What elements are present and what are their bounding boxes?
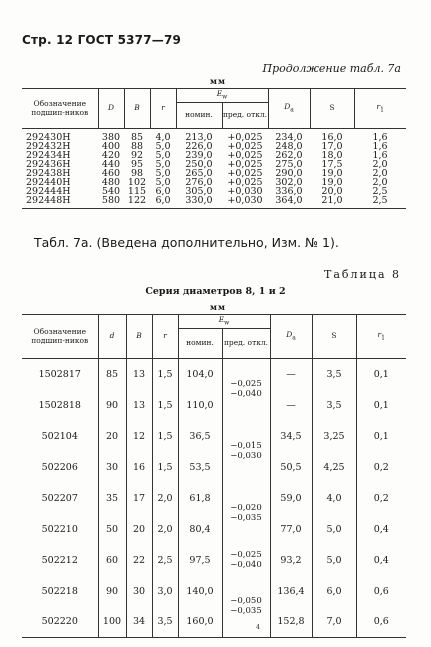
table-cell: 3,5: [312, 359, 356, 390]
table-cell: 1,5: [152, 421, 178, 452]
table-row: [22, 452, 406, 483]
table-cell: 2,5: [372, 195, 388, 206]
table-row: [22, 160, 406, 169]
table-cell: 2,0: [152, 514, 178, 545]
table-cell: 502206: [22, 452, 98, 483]
table-cell: 160,0: [178, 607, 222, 638]
table-cell: 0,6: [356, 607, 406, 638]
table-cell: 12: [126, 421, 152, 452]
table-cell: 6,0: [155, 186, 171, 197]
col-r: r: [152, 315, 178, 359]
table7a-units: мм: [210, 76, 226, 86]
table-cell: 85: [98, 359, 126, 390]
col-nom: номин.: [176, 103, 222, 129]
table-cell: 104,0: [178, 359, 222, 390]
table-row: [22, 169, 406, 178]
table-cell: 97,5: [178, 545, 222, 576]
col-r1: $r_1$: [354, 89, 406, 129]
table-cell: 19,0: [321, 177, 343, 188]
table-cell: 4,25: [312, 452, 356, 483]
table-cell: 90: [98, 576, 126, 607]
table-cell: 20,0: [321, 186, 343, 197]
table-cell: 20: [126, 514, 152, 545]
col-Ew: $E_w$: [176, 89, 268, 103]
table8-units: мм: [210, 302, 226, 312]
col-r1: $r_1$: [356, 315, 406, 359]
table-cell: +0,025: [227, 159, 263, 170]
table-cell: 16: [126, 452, 152, 483]
table-row: [22, 421, 406, 452]
table-cell: +0,030: [227, 186, 263, 197]
table8-title: Серия диаметров 8, 1 и 2: [145, 286, 286, 297]
table-cell: +0,025: [227, 168, 263, 179]
col-designation: Обозначение подшип-ников: [22, 89, 98, 129]
table-cell: 3,5: [152, 607, 178, 638]
table-row: [22, 187, 406, 196]
table-cell: 290,0: [275, 168, 303, 179]
col-dev: пред. откл.: [222, 329, 270, 359]
table-cell: 115: [127, 186, 147, 197]
table-cell: 16,0: [321, 132, 343, 143]
table-cell: —: [270, 359, 312, 390]
table-cell: 98: [130, 168, 144, 179]
table-row: [22, 576, 406, 607]
table-cell: 5,0: [155, 141, 171, 152]
col-S: S: [312, 315, 356, 359]
table-cell: 2,0: [372, 159, 388, 170]
table-row: [22, 151, 406, 160]
tolerance-cell: −0,025 −0,040: [222, 545, 270, 576]
col-d: d: [98, 315, 126, 359]
table-cell: 1,5: [152, 452, 178, 483]
table-cell: 380: [101, 132, 121, 143]
table-cell: 13: [126, 359, 152, 390]
table-cell: 22: [126, 545, 152, 576]
table-cell: 4,0: [155, 132, 171, 143]
table-cell: —: [270, 390, 312, 421]
table-cell: 262,0: [275, 150, 303, 161]
table-cell: +0,025: [227, 150, 263, 161]
table-cell: 292444Н: [26, 186, 71, 197]
table-cell: 5,0: [155, 159, 171, 170]
table-cell: 102: [127, 177, 147, 188]
table-cell: 265,0: [185, 168, 213, 179]
col-D: D: [98, 89, 124, 129]
col-nom: номин.: [178, 329, 222, 359]
tolerance-cell: −0,015 −0,030: [222, 421, 270, 483]
table-cell: 502210: [22, 514, 98, 545]
table-cell: 226,0: [185, 141, 213, 152]
table-cell: 17,0: [321, 141, 343, 152]
table-cell: 0,2: [356, 452, 406, 483]
table-cell: 34,5: [270, 421, 312, 452]
table-cell: 1,5: [152, 359, 178, 390]
table-cell: 1502818: [22, 390, 98, 421]
table-cell: 60: [98, 545, 126, 576]
table-row: [22, 514, 406, 545]
table-cell: 3,25: [312, 421, 356, 452]
table7a-note: Табл. 7а. (Введена дополнительно, Изм. № 1).: [34, 235, 339, 250]
table-row: [22, 359, 406, 390]
col-Da: $D_a$: [270, 315, 312, 359]
table-cell: 30: [98, 452, 126, 483]
table-cell: 364,0: [275, 195, 303, 206]
table-cell: 20: [98, 421, 126, 452]
table-cell: 13: [126, 390, 152, 421]
table-cell: 59,0: [270, 483, 312, 514]
table-row: [22, 483, 406, 514]
table-cell: 92: [130, 150, 144, 161]
table-cell: 234,0: [275, 132, 303, 143]
table-cell: 302,0: [275, 177, 303, 188]
table-cell: 502207: [22, 483, 98, 514]
col-Da: $D_a$: [268, 89, 310, 129]
table-cell: 292440Н: [26, 177, 71, 188]
table-cell: 239,0: [185, 150, 213, 161]
table-cell: 18,0: [321, 150, 343, 161]
table-cell: 292438Н: [26, 168, 71, 179]
table-cell: 85: [130, 132, 144, 143]
table-cell: 400: [101, 141, 121, 152]
table-cell: 292430Н: [26, 132, 71, 143]
table-cell: 17,5: [321, 159, 343, 170]
table-cell: 53,5: [178, 452, 222, 483]
table-cell: 93,2: [270, 545, 312, 576]
table-cell: 21,0: [321, 195, 343, 206]
table-cell: +0,030: [227, 195, 263, 206]
table-cell: 1,6: [372, 141, 388, 152]
table-cell: 30: [126, 576, 152, 607]
table-cell: 100: [98, 607, 126, 638]
table-cell: 336,0: [275, 186, 303, 197]
table-cell: 420: [101, 150, 121, 161]
table-cell: 6,0: [155, 195, 171, 206]
table-cell: 0,6: [356, 576, 406, 607]
table-cell: 502218: [22, 576, 98, 607]
table-cell: 19,0: [321, 168, 343, 179]
table-cell: 17: [126, 483, 152, 514]
table-row: [22, 390, 406, 421]
table-cell: 90: [98, 390, 126, 421]
table-cell: 2,0: [372, 177, 388, 188]
table-cell: 1,5: [152, 390, 178, 421]
table-cell: 502104: [22, 421, 98, 452]
table-row: [22, 196, 406, 209]
table-7a: [22, 88, 406, 209]
table-cell: 248,0: [275, 141, 303, 152]
table-cell: 7,0: [312, 607, 356, 638]
table-cell: 0,4: [356, 545, 406, 576]
table-cell: 122: [127, 195, 147, 206]
table-cell: 292432Н: [26, 141, 71, 152]
table-cell: +0,025: [227, 177, 263, 188]
table-row: [22, 178, 406, 187]
table-cell: 110,0: [178, 390, 222, 421]
table-cell: 5,0: [155, 177, 171, 188]
table-row: [22, 545, 406, 576]
table-cell: 0,1: [356, 421, 406, 452]
table-cell: 36,5: [178, 421, 222, 452]
table-cell: 2,5: [152, 545, 178, 576]
table-cell: 480: [101, 177, 121, 188]
table-cell: 275,0: [275, 159, 303, 170]
table-cell: 2,0: [372, 168, 388, 179]
table-cell: 580: [101, 195, 121, 206]
table-cell: 5,0: [155, 150, 171, 161]
table-cell: 35: [98, 483, 126, 514]
table-cell: 4,0: [312, 483, 356, 514]
tolerance-cell: −0,020 −0,035: [222, 483, 270, 545]
col-B: B: [126, 315, 152, 359]
col-dev: пред. откл.: [222, 103, 268, 129]
table-cell: 1,6: [372, 132, 388, 143]
table-cell: 61,8: [178, 483, 222, 514]
table-cell: 305,0: [185, 186, 213, 197]
table-8: [22, 314, 406, 638]
table-cell: 5,0: [155, 168, 171, 179]
table-cell: +0,025: [227, 141, 263, 152]
continuation-label: Продолжение табл. 7а: [262, 62, 401, 75]
table-cell: 3,0: [152, 576, 178, 607]
table-cell: 50: [98, 514, 126, 545]
table-cell: 0,1: [356, 390, 406, 421]
table-cell: 88: [130, 141, 144, 152]
table-cell: 3,5: [312, 390, 356, 421]
col-designation: Обозначение подшип-ников: [22, 315, 98, 359]
table-cell: 0,4: [356, 514, 406, 545]
tolerance-cell: −0,025 −0,040: [222, 359, 270, 421]
col-r: r: [150, 89, 176, 129]
table-cell: 34: [126, 607, 152, 638]
table-cell: 440: [101, 159, 121, 170]
table-cell: 136,4: [270, 576, 312, 607]
table-cell: 80,4: [178, 514, 222, 545]
table-cell: 292436Н: [26, 159, 71, 170]
table-cell: 250,0: [185, 159, 213, 170]
table-cell: 6,0: [312, 576, 356, 607]
table-cell: 140,0: [178, 576, 222, 607]
table-cell: 213,0: [185, 132, 213, 143]
table-cell: 5,0: [312, 545, 356, 576]
table-cell: 502212: [22, 545, 98, 576]
footer-mark: 4: [256, 624, 260, 631]
table-cell: 292448Н: [26, 195, 71, 206]
table-cell: 0,1: [356, 359, 406, 390]
table-row: [22, 142, 406, 151]
tolerance-cell: −0,050 −0,035: [222, 576, 270, 638]
table-cell: 50,5: [270, 452, 312, 483]
table-cell: 292434Н: [26, 150, 71, 161]
table-cell: 330,0: [185, 195, 213, 206]
table-row: [22, 129, 406, 143]
page-header: Стр. 12 ГОСТ 5377—79: [22, 33, 182, 47]
col-Ew: $E_w$: [178, 315, 270, 329]
table-cell: 95: [130, 159, 144, 170]
table-cell: 502220: [22, 607, 98, 638]
table-cell: 1,6: [372, 150, 388, 161]
table-cell: 2,0: [152, 483, 178, 514]
table-cell: 2,5: [372, 186, 388, 197]
table-cell: 77,0: [270, 514, 312, 545]
col-B: B: [124, 89, 150, 129]
table8-label: Таблица 8: [324, 268, 401, 281]
col-S: S: [310, 89, 354, 129]
table-cell: 0,2: [356, 483, 406, 514]
table-cell: 1502817: [22, 359, 98, 390]
table-cell: 540: [101, 186, 121, 197]
table-cell: 152,8: [270, 607, 312, 638]
table-cell: 460: [101, 168, 121, 179]
table-cell: +0,025: [227, 132, 263, 143]
table-cell: 276,0: [185, 177, 213, 188]
table-cell: 5,0: [312, 514, 356, 545]
table-row: [22, 607, 406, 638]
